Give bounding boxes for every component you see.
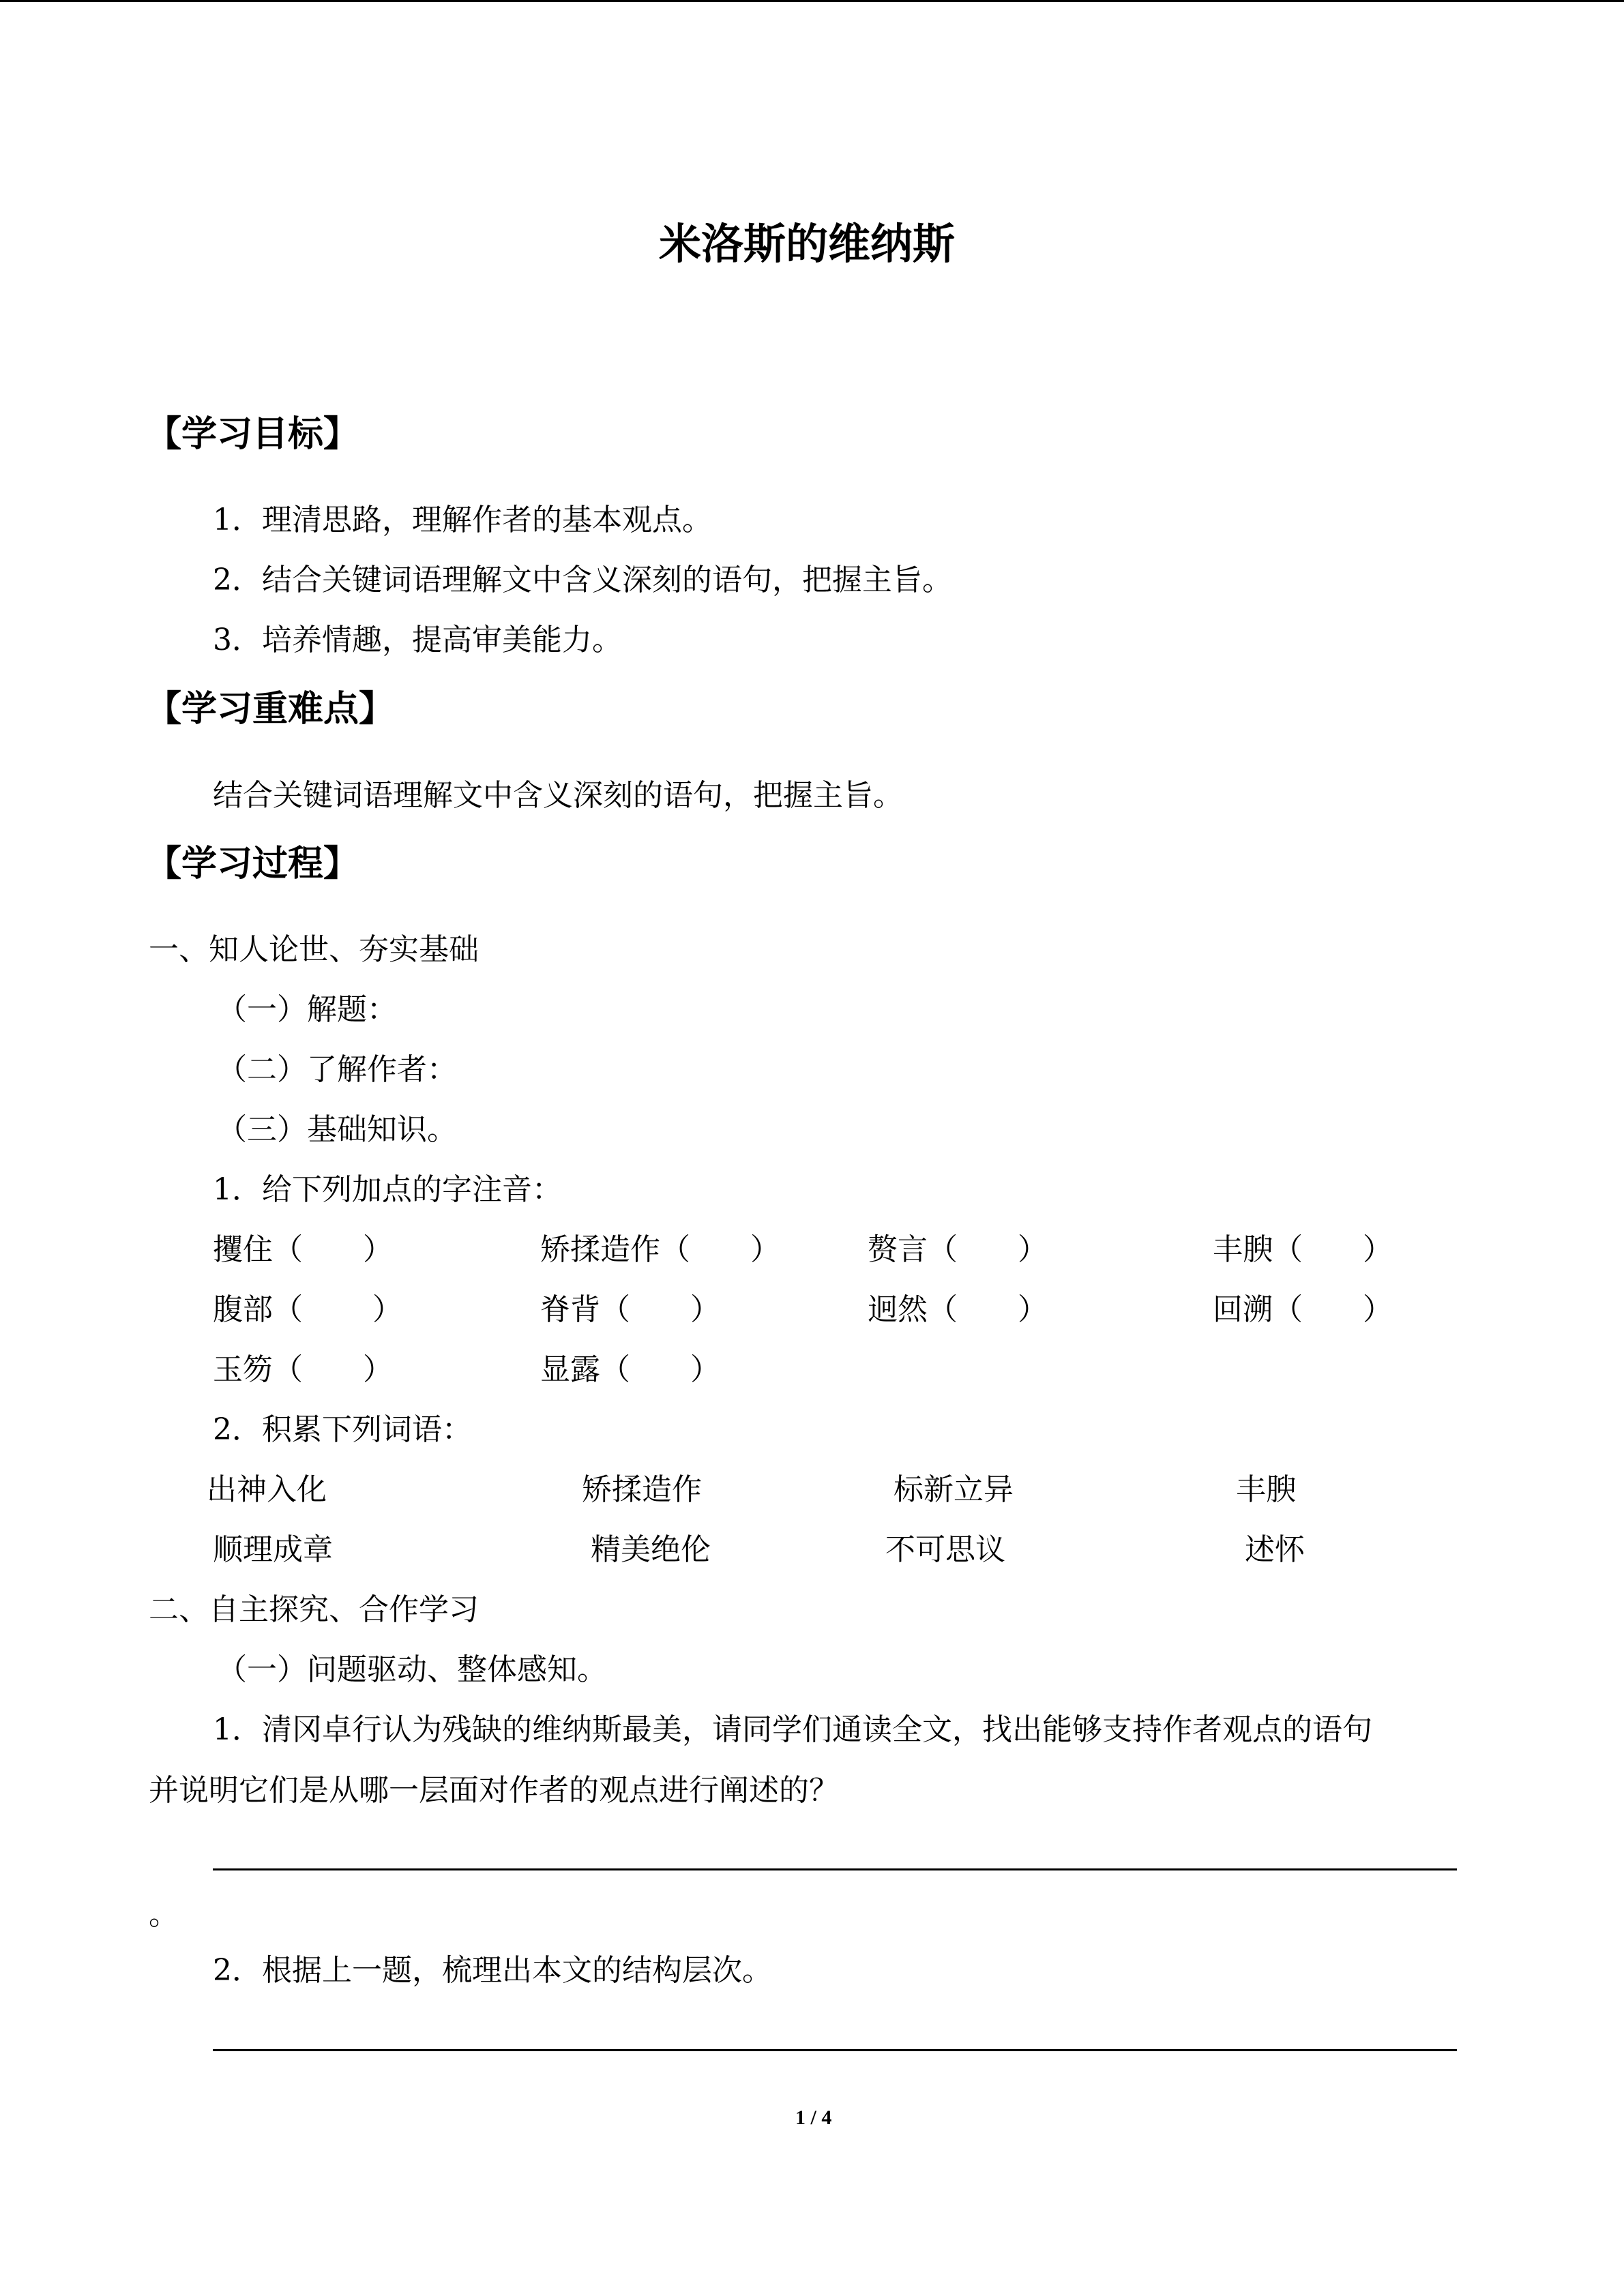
answer-line-1[interactable] [213, 1868, 1457, 1870]
pinyin-item: 攫住（ ） [213, 1232, 393, 1267]
heading-goals: 【学习目标】 [146, 413, 359, 455]
part1-sub2: （二）了解作者： [217, 1052, 457, 1087]
word-item: 述怀 [1245, 1532, 1305, 1567]
pinyin-item: 丰腴（ ） [1213, 1232, 1393, 1267]
word-item: 矫揉造作 [582, 1472, 702, 1507]
part2-q2: 2．根据上一题，梳理出本文的结构层次。 [213, 1953, 772, 1988]
word-item: 丰腴 [1236, 1472, 1296, 1507]
part1-sub1: （一）解题： [217, 992, 397, 1027]
pinyin-item: 赘言（ ） [868, 1232, 1048, 1267]
part1-title: 一、知人论世、夯实基础 [149, 932, 479, 967]
heading-process: 【学习过程】 [146, 843, 359, 884]
part2-q1-line1: 1．清冈卓行认为残缺的维纳斯最美，请同学们通读全文，找出能够支持作者观点的语句 [213, 1712, 1372, 1747]
pinyin-item: 回溯（ ） [1213, 1292, 1393, 1327]
part2-title: 二、自主探究、合作学习 [149, 1592, 479, 1627]
part1-q1: 1．给下列加点的字注音： [213, 1172, 562, 1207]
top-border [0, 0, 1624, 2]
pinyin-item: 迥然（ ） [868, 1292, 1048, 1327]
page-number: 1 / 4 [795, 2106, 832, 2129]
word-item: 标新立异 [894, 1472, 1014, 1507]
part2-q1-line2: 并说明它们是从哪一层面对作者的观点进行阐述的？ [149, 1773, 839, 1808]
word-item: 不可思议 [885, 1532, 1005, 1567]
pinyin-item: 脊背（ ） [540, 1292, 720, 1327]
pinyin-item: 玉笏（ ） [213, 1352, 393, 1387]
word-item: 出神入化 [207, 1472, 327, 1507]
heading-key-points: 【学习重难点】 [146, 688, 395, 730]
word-item: 顺理成章 [213, 1532, 333, 1567]
answer-line-2[interactable] [213, 2049, 1457, 2051]
pinyin-item: 腹部（ ） [213, 1292, 402, 1327]
part1-sub3: （三）基础知识。 [217, 1112, 457, 1147]
pinyin-item: 矫揉造作（ ） [540, 1232, 780, 1267]
answer-end-mark: 。 [149, 1897, 179, 1932]
word-item: 精美绝伦 [591, 1532, 711, 1567]
key-points-text: 结合关键词语理解文中含义深刻的语句，把握主旨。 [213, 778, 903, 813]
goal-item-3: 3．培养情趣，提高审美能力。 [213, 623, 622, 657]
part2-sub1: （一）问题驱动、整体感知。 [217, 1652, 607, 1687]
part1-q2: 2．积累下列词语： [213, 1412, 472, 1447]
pinyin-item: 显露（ ） [540, 1352, 720, 1387]
page-title: 米洛斯的维纳斯 [659, 219, 956, 269]
goal-item-1: 1．理清思路，理解作者的基本观点。 [213, 503, 712, 537]
goal-item-2: 2．结合关键词语理解文中含义深刻的语句，把握主旨。 [213, 563, 952, 597]
